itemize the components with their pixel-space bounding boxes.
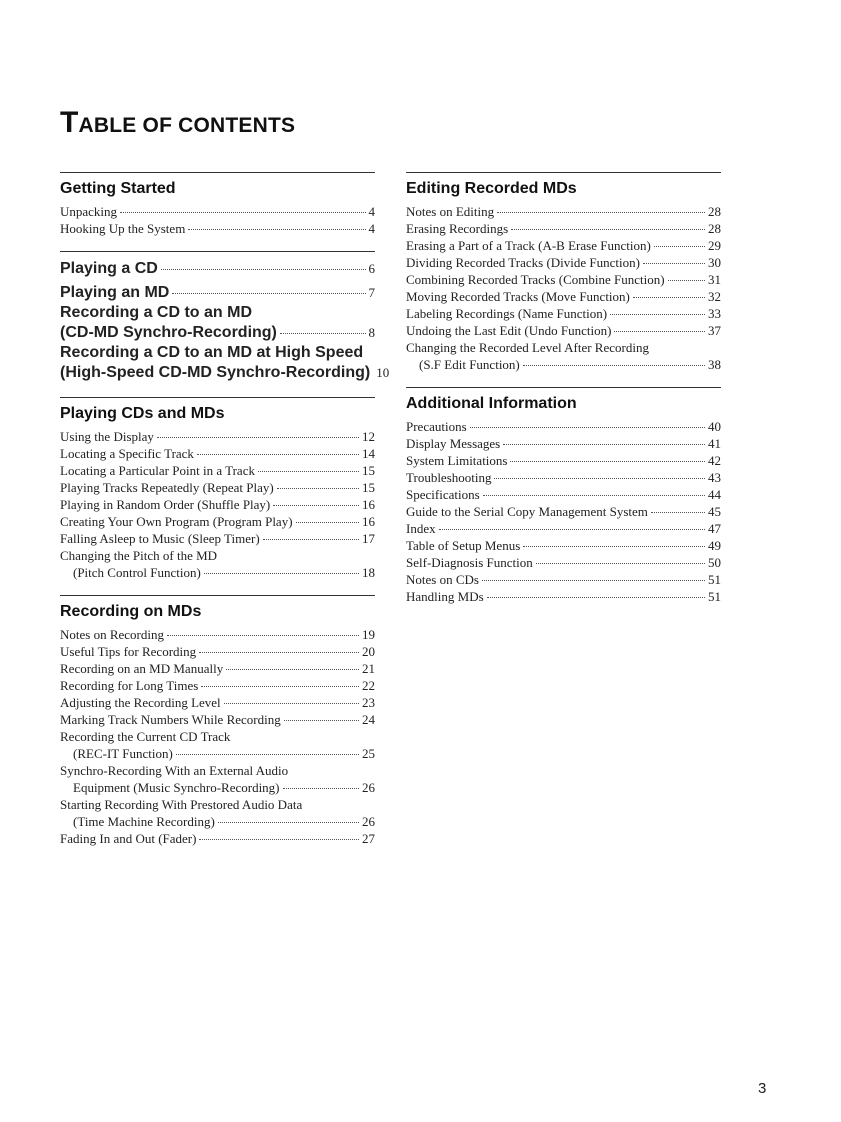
dot-leader	[487, 597, 705, 598]
entry-title: Precautions	[406, 419, 467, 434]
entry-title: Combining Recorded Tracks (Combine Function)	[406, 272, 665, 287]
entry-page: 17	[362, 531, 375, 546]
dot-leader	[482, 580, 705, 581]
toc-entry[interactable]	[406, 588, 721, 605]
dot-leader	[199, 839, 359, 840]
left-column	[60, 172, 390, 861]
entry-title-line2: (Pitch Control Function)	[73, 565, 201, 580]
toc-entry-playing-cd[interactable]	[60, 259, 375, 279]
entry-title: Erasing Recordings	[406, 221, 509, 236]
toc-entry[interactable]	[60, 779, 375, 796]
toc-entry[interactable]	[406, 356, 721, 373]
toc-entry[interactable]	[406, 554, 721, 571]
toc-entry[interactable]	[406, 503, 721, 520]
entry-page: 14	[362, 446, 375, 461]
title-initial: T	[60, 106, 79, 139]
entry-page: 4	[368, 204, 375, 219]
entry-page: 4	[368, 221, 375, 236]
entry-title-line1[interactable]: Synchro-Recording With an External Audio	[60, 763, 289, 778]
entry-page: 47	[708, 521, 721, 536]
toc-entry[interactable]	[406, 537, 721, 554]
entry-title: Guide to the Serial Copy Management System	[406, 504, 648, 519]
entry-page: 26	[362, 780, 375, 795]
section-title: Playing CDs and MDs	[60, 405, 225, 422]
toc-entry[interactable]	[60, 513, 375, 530]
dot-leader	[643, 263, 705, 264]
dot-leader	[188, 229, 365, 230]
entry-page: 33	[708, 306, 721, 321]
section-title: Recording on MDs	[60, 603, 202, 620]
section-title: Editing Recorded MDs	[406, 180, 577, 197]
entry-title: Using the Display	[60, 429, 154, 444]
toc-entry[interactable]	[406, 271, 721, 288]
dot-leader	[258, 471, 359, 472]
toc-entry[interactable]	[60, 530, 375, 547]
entry-page: 25	[362, 746, 375, 761]
entry-page: 10	[376, 365, 390, 380]
entry-page: 49	[708, 538, 721, 553]
dot-leader	[201, 686, 359, 687]
entry-page: 8	[368, 325, 375, 340]
dot-leader	[199, 652, 359, 653]
dot-leader	[654, 246, 705, 247]
entry-title: Playing a CD	[60, 260, 158, 277]
dot-leader	[226, 669, 359, 670]
entry-title-line1[interactable]: Recording the Current CD Track	[60, 729, 231, 744]
entry-page: 7	[368, 285, 375, 300]
toc-entry[interactable]	[60, 564, 375, 581]
entry-title: Self-Diagnosis Function	[406, 555, 533, 570]
dot-leader	[439, 529, 705, 530]
entry-title: Adjusting the Recording Level	[60, 695, 221, 710]
entry-title: Notes on Recording	[60, 627, 164, 642]
toc-entry[interactable]	[60, 428, 375, 445]
entry-page: 22	[362, 678, 375, 693]
toc-entry[interactable]	[406, 486, 721, 503]
dot-leader	[197, 454, 359, 455]
dot-leader	[161, 269, 366, 270]
section-editing	[406, 172, 721, 373]
entry-title: Labeling Recordings (Name Function)	[406, 306, 608, 321]
entry-page: 38	[708, 357, 721, 372]
entry-title: System Limitations	[406, 453, 508, 468]
dot-leader	[651, 512, 705, 513]
entry-title: Useful Tips for Recording	[60, 644, 197, 659]
entry-page: 20	[362, 644, 375, 659]
entry-page: 23	[362, 695, 375, 710]
dot-leader	[503, 444, 705, 445]
entry-title: Undoing the Last Edit (Undo Function)	[406, 323, 612, 338]
entry-title-line1[interactable]: Starting Recording With Prestored Audio Data	[60, 797, 303, 812]
entry-title: Specifications	[406, 487, 480, 502]
entry-page: 15	[362, 463, 375, 478]
toc-entry-rec-cd-md[interactable]	[60, 323, 375, 343]
dot-leader	[614, 331, 705, 332]
entry-page: 28	[708, 204, 721, 219]
toc-entry[interactable]	[60, 694, 375, 711]
section-title: Additional Information	[406, 395, 577, 412]
dot-leader	[668, 280, 705, 281]
dot-leader	[273, 505, 359, 506]
entry-title: Handling MDs	[406, 589, 484, 604]
dot-leader	[120, 212, 365, 213]
entry-title: Falling Asleep to Music (Sleep Timer)	[60, 531, 260, 546]
entry-title: Fading In and Out (Fader)	[60, 831, 197, 846]
section-title: Getting Started	[60, 180, 176, 197]
dot-leader	[610, 314, 705, 315]
toc-entry[interactable]	[406, 469, 721, 486]
entry-page: 43	[708, 470, 721, 485]
toc-entry[interactable]	[406, 220, 721, 237]
entry-page: 32	[708, 289, 721, 304]
dot-leader	[284, 720, 359, 721]
toc-entry[interactable]	[60, 445, 375, 462]
dot-leader	[523, 365, 705, 366]
dot-leader	[523, 546, 705, 547]
entry-title: Unpacking	[60, 204, 118, 219]
entry-page: 15	[362, 480, 375, 495]
section-playing	[60, 251, 390, 383]
entry-page: 6	[368, 261, 375, 276]
entry-page: 30	[708, 255, 721, 270]
toc-entry[interactable]	[60, 830, 375, 847]
dot-leader	[224, 703, 359, 704]
entry-title-line1[interactable]: Recording a CD to an MD at High Speed	[60, 344, 364, 361]
entry-title-line2: (Time Machine Recording)	[73, 814, 215, 829]
right-column	[406, 172, 721, 619]
toc-entry[interactable]	[60, 462, 375, 479]
entry-page: 50	[708, 555, 721, 570]
dot-leader	[494, 478, 705, 479]
entry-title: Display Messages	[406, 436, 501, 451]
dot-leader	[511, 229, 705, 230]
entry-title: Troubleshooting	[406, 470, 492, 485]
dot-leader	[204, 573, 359, 574]
toc-entry[interactable]	[60, 626, 375, 643]
entry-title: Playing in Random Order (Shuffle Play)	[60, 497, 271, 512]
entry-page: 37	[708, 323, 721, 338]
entry-page: 51	[708, 572, 721, 587]
entry-title: Table of Setup Menus	[406, 538, 521, 553]
dot-leader	[283, 788, 359, 789]
entry-page: 31	[708, 272, 721, 287]
entry-page: 18	[362, 565, 375, 580]
dot-leader	[263, 539, 359, 540]
entry-page: 16	[362, 497, 375, 512]
toc-entry[interactable]	[60, 496, 375, 513]
toc-entry[interactable]	[60, 203, 375, 220]
entry-title: Moving Recorded Tracks (Move Function)	[406, 289, 630, 304]
entry-title-line2: Equipment (Music Synchro-Recording)	[73, 780, 280, 795]
entry-page: 45	[708, 504, 721, 519]
entry-title: Locating a Particular Point in a Track	[60, 463, 255, 478]
entry-page: 16	[362, 514, 375, 529]
entry-title-line2: (CD-MD Synchro-Recording)	[60, 324, 277, 341]
dot-leader	[218, 822, 359, 823]
section-playing-cds-mds	[60, 397, 375, 581]
section-recording-on-mds	[60, 595, 375, 847]
entry-title-line2: (S.F Edit Function)	[419, 357, 520, 372]
dot-leader	[172, 293, 365, 294]
dot-leader	[536, 563, 705, 564]
dot-leader	[277, 488, 359, 489]
dot-leader	[470, 427, 705, 428]
entry-page: 41	[708, 436, 721, 451]
page-number: 3	[758, 1080, 767, 1097]
entry-title-line1[interactable]: Recording a CD to an MD	[60, 304, 253, 321]
dot-leader	[510, 461, 705, 462]
toc-entry[interactable]	[406, 520, 721, 537]
toc-entry[interactable]	[406, 452, 721, 469]
toc-entry[interactable]	[406, 288, 721, 305]
toc-entry[interactable]	[406, 305, 721, 322]
toc-entry[interactable]	[60, 479, 375, 496]
dot-leader	[157, 437, 359, 438]
toc-entry[interactable]	[406, 237, 721, 254]
entry-title: Recording for Long Times	[60, 678, 199, 693]
entry-title: Dividing Recorded Tracks (Divide Function)	[406, 255, 640, 270]
toc-entry[interactable]	[406, 203, 721, 220]
dot-leader	[633, 297, 705, 298]
toc-entry[interactable]	[60, 745, 375, 762]
entry-title-line1[interactable]: Changing the Recorded Level After Recording	[406, 340, 649, 355]
entry-title: Recording on an MD Manually	[60, 661, 224, 676]
toc-entry[interactable]	[60, 660, 375, 677]
entry-page: 12	[362, 429, 375, 444]
dot-leader	[483, 495, 705, 496]
entry-page: 29	[708, 238, 721, 253]
toc-entry[interactable]	[406, 571, 721, 588]
entry-title: Index	[406, 521, 436, 536]
entry-page: 21	[362, 661, 375, 676]
toc-entry[interactable]	[60, 643, 375, 660]
toc-entry[interactable]	[406, 435, 721, 452]
entry-title: Notes on Editing	[406, 204, 495, 219]
entry-page: 26	[362, 814, 375, 829]
dot-leader	[176, 754, 359, 755]
title-rest: ABLE OF CONTENTS	[78, 114, 296, 137]
toc-entry[interactable]	[406, 254, 721, 271]
toc-entry-rec-high[interactable]	[60, 363, 390, 383]
entry-title-line2: (High-Speed CD-MD Synchro-Recording)	[60, 364, 371, 381]
entry-title-line1[interactable]: Changing the Pitch of the MD	[60, 548, 218, 563]
entry-title: Playing an MD	[60, 284, 170, 301]
section-getting-started	[60, 172, 375, 237]
entry-page: 27	[362, 831, 375, 846]
entry-title-line2: (REC-IT Function)	[73, 746, 173, 761]
dot-leader	[296, 522, 359, 523]
dot-leader	[167, 635, 359, 636]
entry-page: 42	[708, 453, 721, 468]
entry-title: Notes on CDs	[406, 572, 479, 587]
toc-entry[interactable]	[60, 711, 375, 728]
entry-page: 51	[708, 589, 721, 604]
entry-title: Locating a Specific Track	[60, 446, 194, 461]
entry-title: Erasing a Part of a Track (A-B Erase Function)	[406, 238, 651, 253]
toc-entry[interactable]	[406, 418, 721, 435]
toc-entry[interactable]	[406, 322, 721, 339]
entry-page: 40	[708, 419, 721, 434]
dot-leader	[497, 212, 705, 213]
entry-title: Playing Tracks Repeatedly (Repeat Play)	[60, 480, 274, 495]
entry-page: 44	[708, 487, 721, 502]
entry-page: 24	[362, 712, 375, 727]
page-title	[60, 106, 295, 140]
entry-page: 28	[708, 221, 721, 236]
entry-page: 19	[362, 627, 375, 642]
entry-title: Hooking Up the System	[60, 221, 186, 236]
toc-entry[interactable]	[60, 677, 375, 694]
toc-entry[interactable]	[60, 220, 375, 237]
entry-title: Creating Your Own Program (Program Play)	[60, 514, 293, 529]
entry-title: Marking Track Numbers While Recording	[60, 712, 281, 727]
toc-entry[interactable]	[60, 813, 375, 830]
toc-entry-playing-md[interactable]	[60, 283, 375, 303]
section-additional	[406, 387, 721, 605]
dot-leader	[280, 333, 366, 334]
